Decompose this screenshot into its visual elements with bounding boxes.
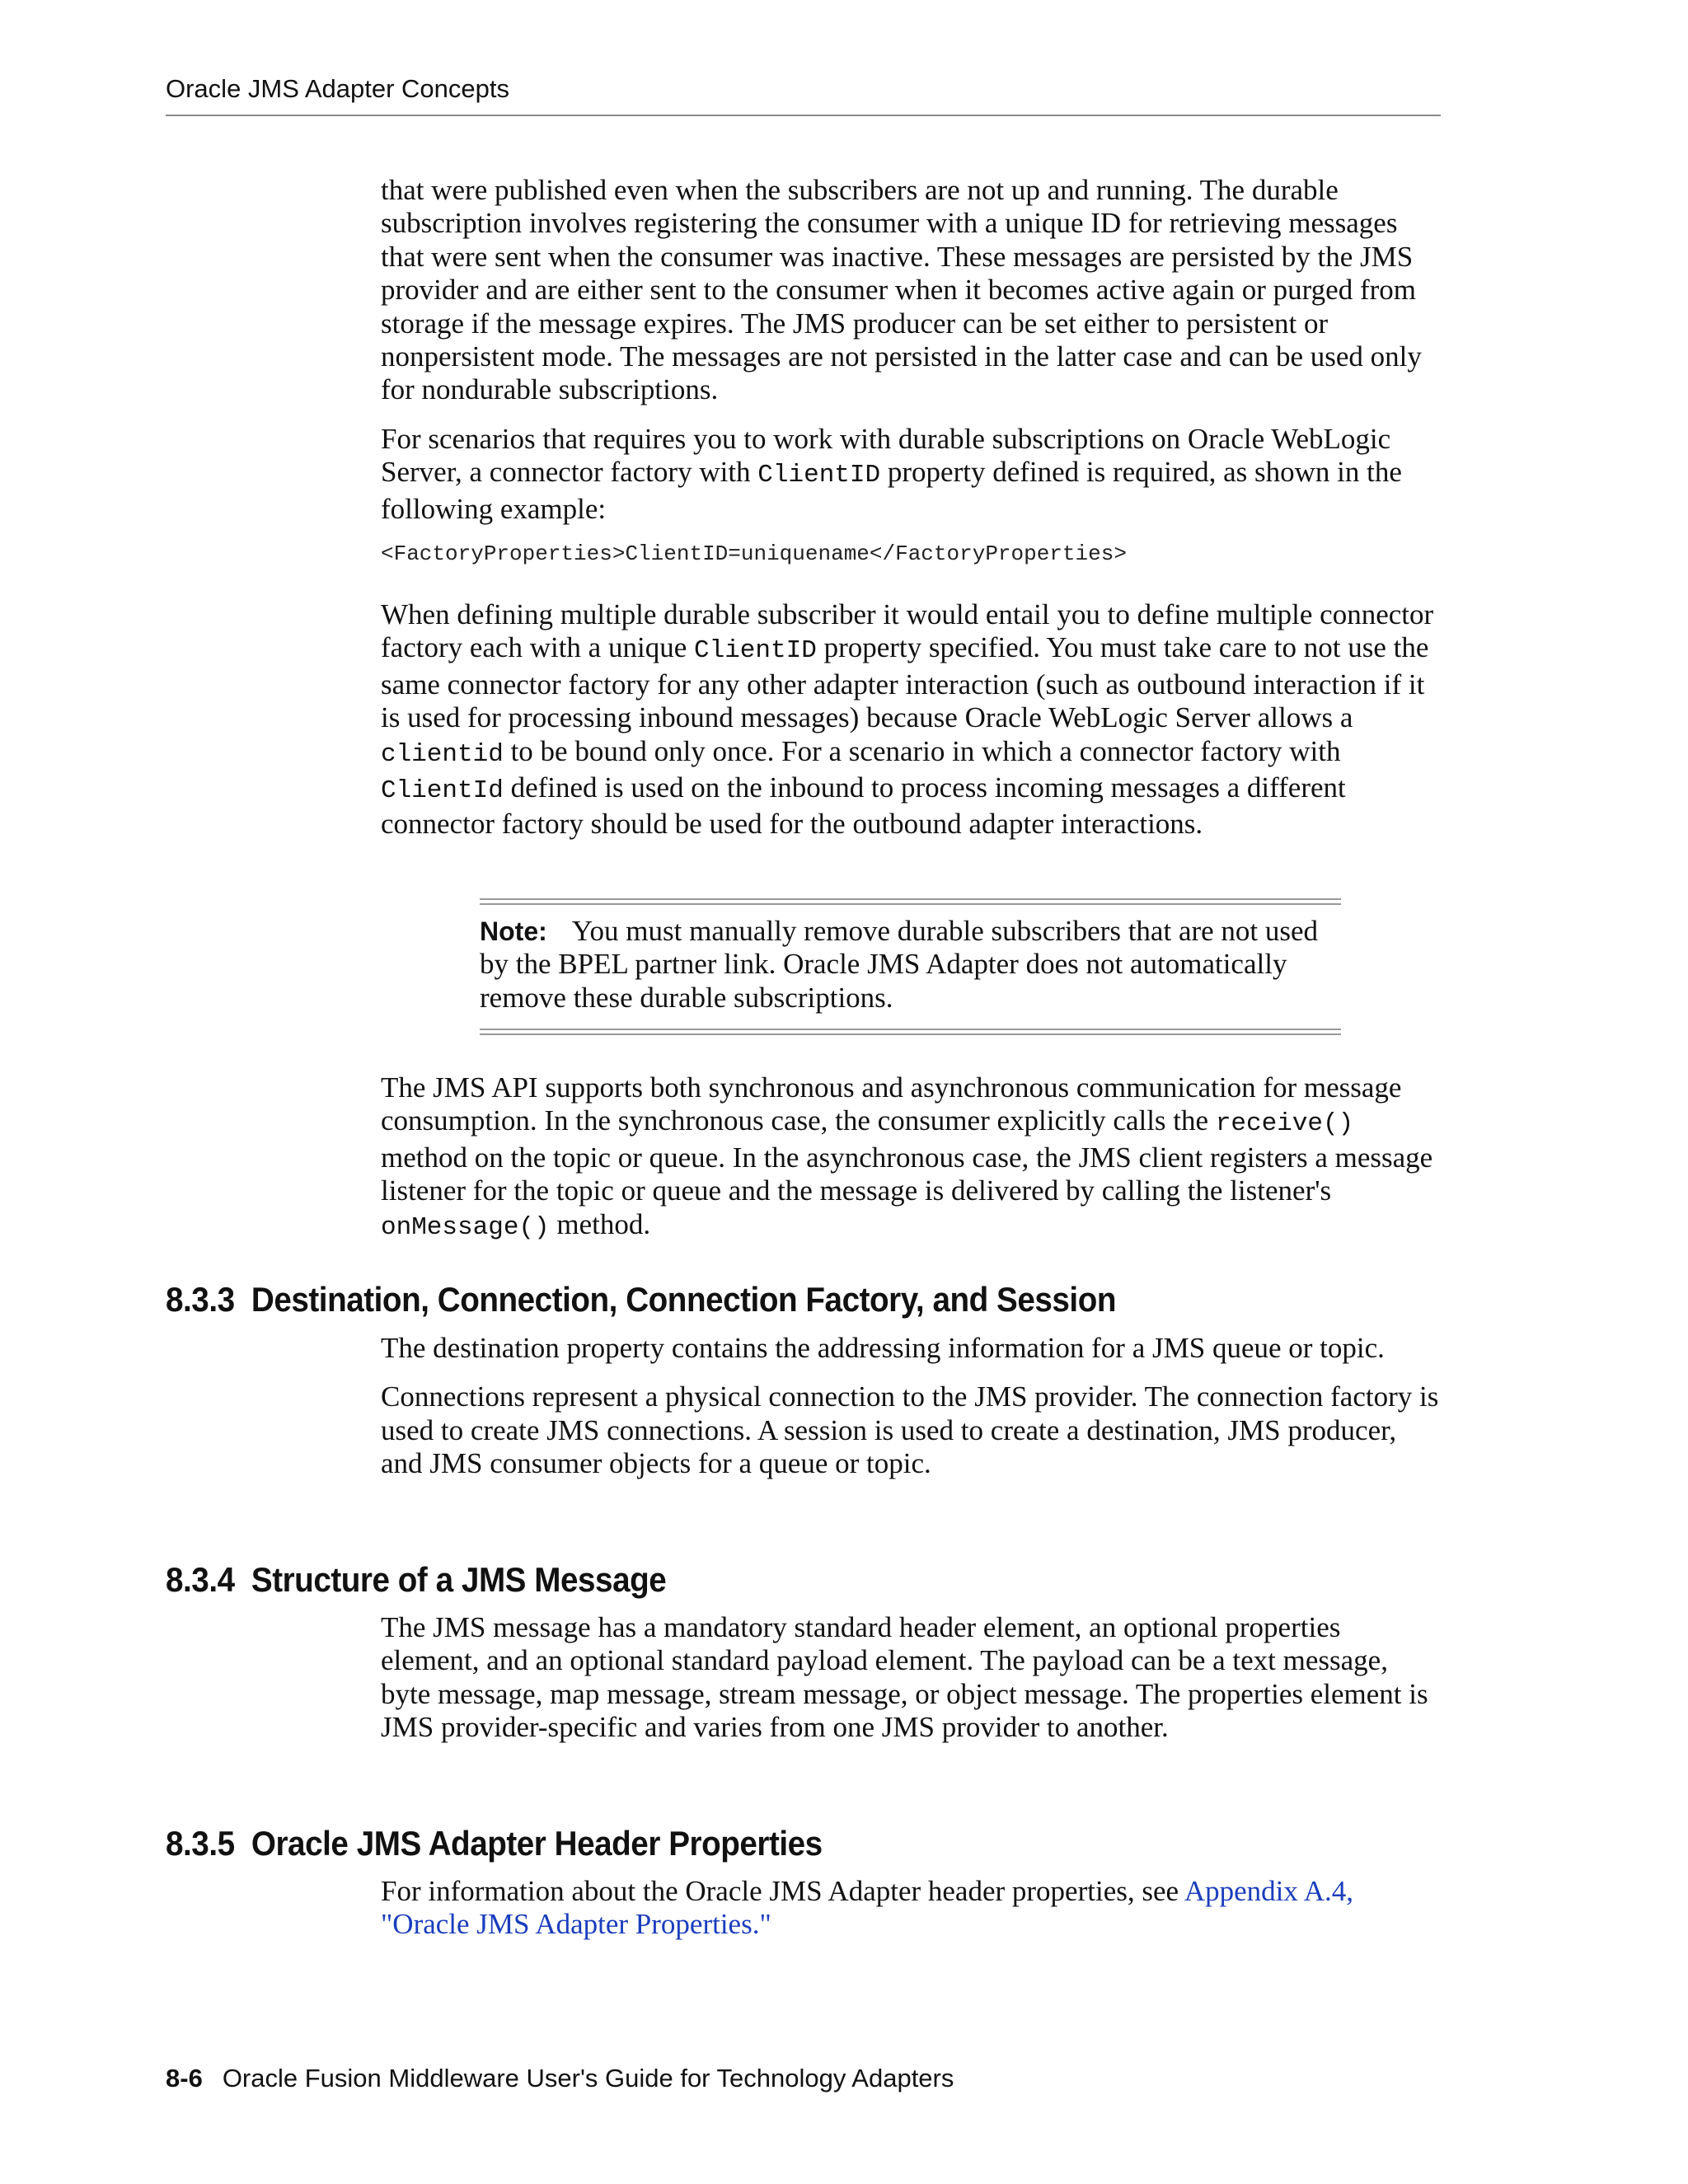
- note-label: Note:: [480, 916, 547, 946]
- durable-subscription-paragraph: that were published even when the subscribers are not up and running. The durable subscription involves registering the consumer with a unique ID for retrieving messages that were sent when the consumer was inactive. These messages are persisted by the JMS provider and are either sent to the consumer when it becomes active again or purged from storage if the message expires. The JMS producer can be set either to persistent or nonpersistent mode. The messages are not persisted in the latter case and can be used only for nondurable subscriptions.: [381, 174, 1422, 406]
- section-8-3-3-body: [381, 1332, 1440, 1481]
- client-id-paragraph: For scenarios that requires you to work with durable subscriptions on Oracle WebLogic Server, a connector factory with ClientID property defined is required, as shown in the following example:: [381, 422, 1402, 525]
- note-bottom-rule: [480, 1029, 1341, 1036]
- inline-code: ClientId: [381, 776, 504, 806]
- appendix-link[interactable]: Appendix A.4, "Oracle JMS Adapter Properties.": [381, 1875, 1353, 1941]
- inline-code: ClientID: [693, 636, 817, 666]
- connections-paragraph: Connections represent a physical connection to the JMS provider. The connection factory is used to create JMS connections. A session is used to create a destination, JMS producer, and JMS consumer objects for a queue or topic.: [381, 1380, 1439, 1480]
- section-8-3-5-body: For information about the Oracle JMS Adapter header properties, see Appendix A.4, "Oracle JMS Adapter Properties.": [381, 1875, 1353, 1941]
- section-heading-8-3-3: 8.3.3 Destination, Connection, Connection Factory, and Session: [166, 1280, 1117, 1319]
- section-heading-8-3-5: 8.3.5 Oracle JMS Adapter Header Properties: [166, 1824, 823, 1863]
- multiple-subscriber-paragraph: When defining multiple durable subscriber it would entail you to define multiple connector factory each with a unique ClientID property specified. You must take care to not use the same connector factory for any other adapter interaction (such as outbound interaction if it is used for processing inbound messages) because Oracle WebLogic Server allows a clientid to be bound only once. For a scenario in which a connector factory with ClientId defined is used on the inbound to process incoming messages a different connector factory should be used for the outbound adapter interactions.: [381, 598, 1434, 841]
- section-8-3-4-body: [381, 1611, 1440, 1745]
- note-top-rule: [480, 898, 1341, 906]
- intro-block: [381, 174, 1440, 526]
- running-header: Oracle JMS Adapter Concepts: [166, 74, 509, 103]
- header-rule: [166, 115, 1441, 116]
- section-heading-8-3-4: 8.3.4 Structure of a JMS Message: [166, 1560, 667, 1599]
- code-example: <FactoryProperties>ClientID=uniquename</FactoryProperties>: [381, 541, 1127, 566]
- note-box: [480, 898, 1341, 1038]
- jms-message-paragraph: The JMS message has a mandatory standard header element, an optional properties element, and an optional standard payload element. The payload can be a text message, byte message, map message, stream message, or object message. The properties element is JMS provider-specific and varies from one JMS provider to another.: [381, 1611, 1428, 1744]
- inline-code: onMessage(): [381, 1212, 550, 1242]
- note-body: You must manually remove durable subscribers that are not used by the BPEL partner link. Oracle JMS Adapter does not automatically remove these durable subscriptions.: [480, 915, 1319, 1014]
- page-footer: [166, 2064, 954, 2093]
- jms-api-paragraph: The JMS API supports both synchronous and asynchronous communication for message consumption. In the synchronous case, the consumer explicitly calls the receive() method on the topic or queue. In the asynchronous case, the JMS client registers a message listener for the topic or queue and the message is delivered by calling the listener's onMessage() method.: [381, 1071, 1433, 1242]
- note-text: [480, 915, 1341, 1015]
- book-title: Oracle Fusion Middleware User's Guide for Technology Adapters: [222, 2064, 954, 2093]
- inline-code: ClientID: [757, 461, 881, 490]
- inline-code: clientid: [381, 739, 504, 769]
- inline-code: receive(): [1215, 1109, 1354, 1139]
- destination-paragraph: The destination property contains the addressing information for a JMS queue or topic.: [381, 1332, 1385, 1364]
- page-number: 8-6: [166, 2064, 203, 2093]
